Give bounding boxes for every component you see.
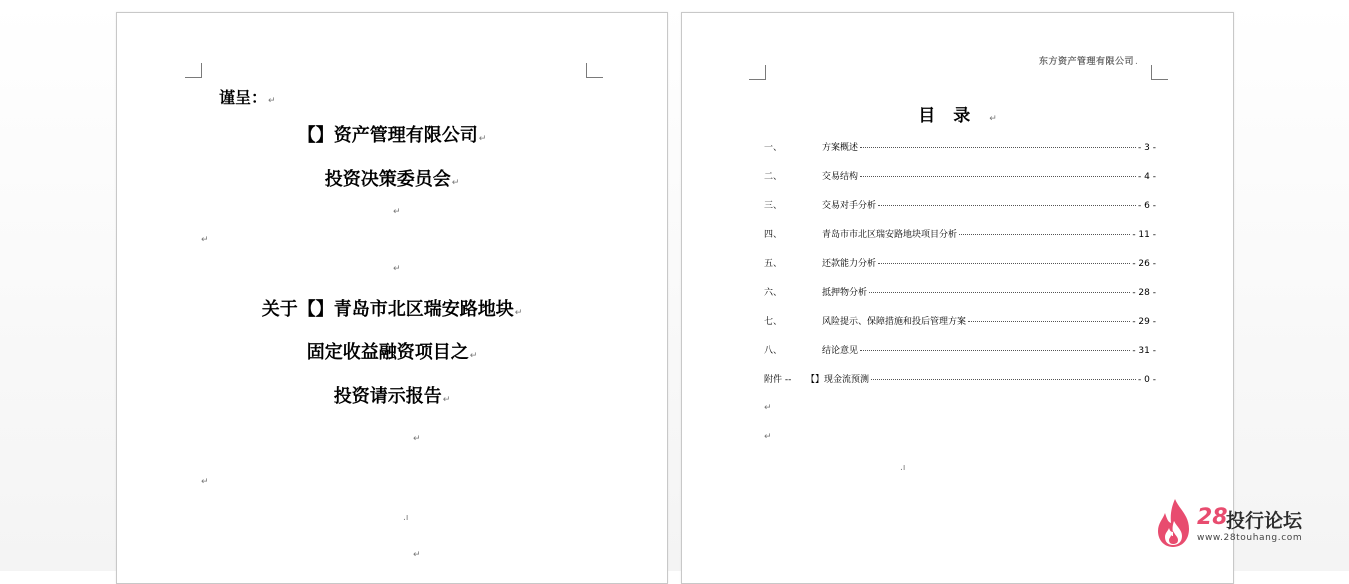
toc-entry-text: 交易对手分析 — [822, 201, 877, 211]
dot-leader — [871, 379, 1136, 380]
toc-entry-page: - 3 - — [1138, 143, 1156, 153]
toc-entry-number: 三、 — [764, 201, 783, 211]
toc-entry-text: 方案概述 — [822, 143, 859, 153]
paragraph-mark: ↵ — [393, 264, 401, 274]
toc-entry-page: - 6 - — [1138, 201, 1156, 211]
toc-entry[interactable] — [764, 198, 1156, 212]
paragraph-mark: ↵ — [201, 477, 209, 487]
toc-entry-text: 抵押物分析 — [822, 288, 868, 298]
margin-corner-mark — [1151, 65, 1168, 80]
margin-corner-mark — [586, 63, 603, 78]
toc-entry-number: 附件 -- — [764, 375, 792, 385]
report-title-line-1: 关于【】青岛市北区瑞安路地块↵ — [261, 299, 523, 320]
flame-icon — [1155, 497, 1195, 549]
toc-entry[interactable] — [764, 227, 1156, 241]
forum-watermark — [1155, 495, 1330, 551]
dot-leader — [869, 292, 1130, 293]
toc-entry[interactable] — [764, 256, 1156, 270]
paragraph-mark: ↵ — [413, 434, 421, 444]
toc-entry-text: 还款能力分析 — [822, 259, 877, 269]
toc-entry-text: 风险提示、保障措施和投后管理方案 — [822, 317, 967, 327]
toc-entry-page: - 0 - — [1138, 375, 1156, 385]
paragraph-mark: ↵ — [764, 403, 772, 413]
toc-entry-number: 一、 — [764, 143, 783, 153]
toc-entry-number: 七、 — [764, 317, 783, 327]
dot-leader — [878, 263, 1130, 264]
cover-page — [116, 12, 668, 584]
toc-entry[interactable] — [764, 285, 1156, 299]
watermark-name: 投行论坛 — [1226, 510, 1303, 532]
toc-entry-page: - 26 - — [1132, 259, 1156, 269]
toc-entry-text: 交易结构 — [822, 172, 859, 182]
toc-entry-number: 五、 — [764, 259, 783, 269]
watermark-url: www.28touhang.com — [1197, 533, 1303, 543]
toc-entry-page: - 31 - — [1132, 346, 1156, 356]
toc-entry-page: - 28 - — [1132, 288, 1156, 298]
report-title-line-2: 固定收益融资项目之↵ — [306, 342, 478, 363]
toc-entry-number: 二、 — [764, 172, 783, 182]
toc-entry-number: 六、 — [764, 288, 783, 298]
toc-entry[interactable] — [764, 169, 1156, 183]
report-title-line-3: 投资请示报告↵ — [333, 386, 451, 407]
toc-page — [681, 12, 1234, 584]
paragraph-mark: ↵ — [764, 432, 772, 442]
recipient-label: 谨呈：↵ — [219, 88, 276, 107]
toc-entry-page: - 11 - — [1132, 230, 1156, 240]
toc-entry[interactable] — [764, 314, 1156, 328]
toc-entry-appendix[interactable] — [764, 372, 1156, 386]
committee-line: 投资决策委员会↵ — [324, 169, 460, 190]
dot-leader — [878, 205, 1136, 206]
toc-entry-number: 四、 — [764, 230, 783, 240]
paragraph-mark: .ı — [403, 513, 409, 523]
paragraph-mark: .ı — [900, 463, 906, 473]
company-line: 【】资产管理有限公司↵ — [297, 125, 487, 146]
dot-leader — [968, 321, 1130, 322]
toc-entry-page: - 4 - — [1138, 172, 1156, 182]
margin-corner-mark — [185, 63, 202, 78]
toc-entry-text: 【】现金流预测 — [806, 375, 870, 385]
header-company: 东方资产管理有限公司. — [1039, 57, 1139, 67]
toc-entry-page: - 29 - — [1132, 317, 1156, 327]
dot-leader — [860, 350, 1130, 351]
paragraph-mark: ↵ — [393, 207, 401, 217]
dot-leader — [860, 147, 1136, 148]
dot-leader — [860, 176, 1136, 177]
watermark-number: 28 — [1197, 505, 1228, 530]
toc-entry[interactable] — [764, 140, 1156, 154]
toc-title: 目录↵ — [918, 106, 997, 126]
toc-entry-number: 八、 — [764, 346, 783, 356]
toc-entry[interactable] — [764, 343, 1156, 357]
dot-leader — [959, 234, 1130, 235]
paragraph-mark: ↵ — [413, 550, 421, 560]
paragraph-mark: ↵ — [201, 235, 209, 245]
toc-entry-text: 青岛市市北区瑞安路地块项目分析 — [822, 230, 958, 240]
margin-corner-mark — [749, 65, 766, 80]
toc-entry-text: 结论意见 — [822, 346, 859, 356]
